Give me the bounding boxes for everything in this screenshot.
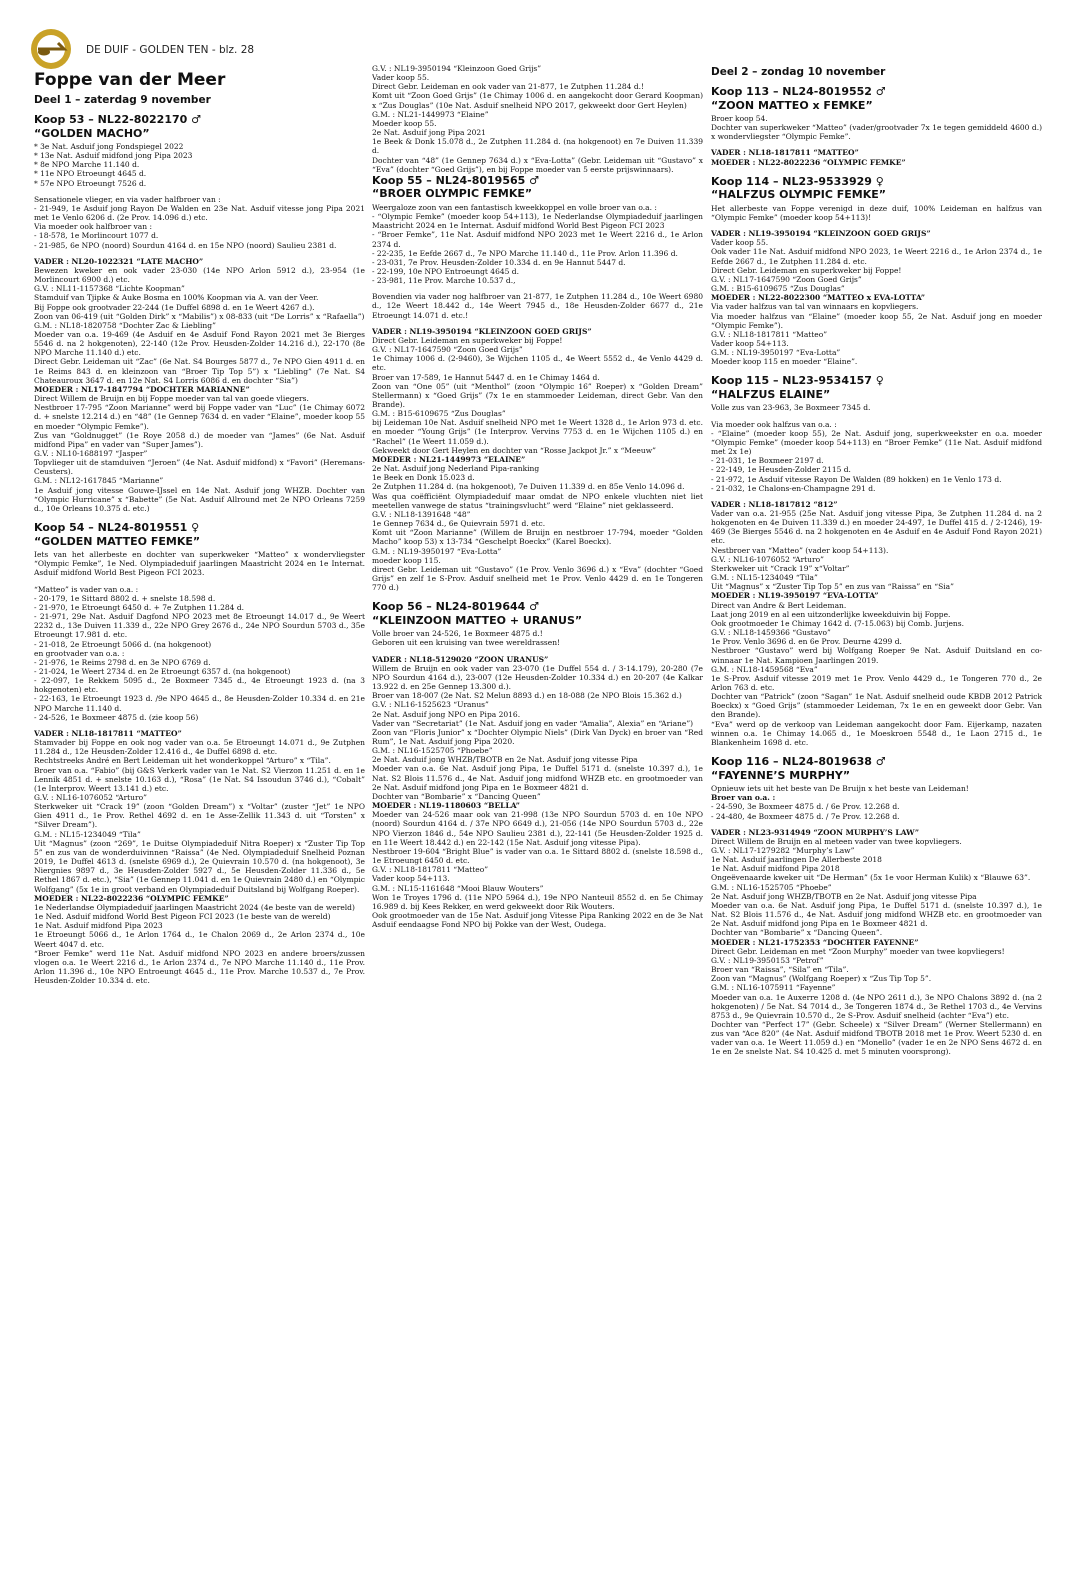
lot-116-intro-b: Broer van o.a. : xyxy=(711,793,776,803)
lot-53-vader-heading: VADER : NL20-1022321 “LATE MACHO” xyxy=(34,256,204,266)
lot-115-via: Via moeder ook halfzus van o.a. : - “Elaine” (moeder koop 55), 2e Nat. Asduif jong, superkweekster en o.a. moeder “Olympic Femke” (moeder koop 54+113) en “Broer Femke” (11e Nat. Asduif midfond met 2x 1e) - 21-031, 1e Boxmeer 2197 d. - 22-149, 1e Heusden-Zolder 2115 d. - 21-972, 1e Asduif vitesse Rayon De Walden (89 hokken) en 1e Venlo 173 d. - 21-032, 1e Chalons-en-Champagne 291 d. xyxy=(711,419,1042,493)
lot-54-vader: Stamvader bij Foppe en ook nog vader van o.a. 5e Etroeungt 14.071 d., 9e Zutphen 11.284 d., 12e Heusden-Zolder 12.416 d., 4e Duffel 6898 d. etc. Rechtstreeks André en Bert Leideman uit het wonderkoppel “Arturo” x “Tila”. Broer van o.a. “Fabio” (bij G&S Verkerk vader van 1e Nat. S2 Vierzon 11.251 d. en 1e Lennik 4851 d. + snelste 10.163 d.), “Rosa” (1e Nat. S4 Issoudun 3746 d.), “Cobalt” (1e Interprov. Weert 13.141 d.) etc. G.V. : NL16-1076052 “Arturo” Sterkweker uit “Crack 19” (zoon “Golden Dream”) x “Voltar” (zuster “Jet” 1e NPO Gien 4911 d., 1e Prov. Rethel 4692 d. en 1e Asse-Zellik 11.343 d. uit “Torsten” x “Silver Dream”). G.M. : NL15-1234049 “Tila” Uit “Magnus” (zoon “269”, 1e Duitse Olympiadeduif Nitra Roeper) x “Zuster Tip Top 5” en zus van de wonderduivinnen “Raissa” (4e Ned. Olympiadeduif Snelheid Poznan 2019, 1e Duffel 4613 d. (snelste 6969 d.), 2e Quievrain 10.570 d. (na hokgenoot), 3e Niergnies 9897 d., 3e Heusden-Zolder 5927 d., 5e Heusden-Zolder 11.336 d., 5e Rethel 1867 d. etc.), “Sia” (1e Gennep 11.041 d. en 1e Quievrain 2480 d.) en “Olympic Wolfgang” (5x 1e in groot verband en Olympiadeduif Duitsland bij Wolfgang Roeper). xyxy=(34,738,365,894)
lot-116-moeder-heading: MOEDER : NL21-1752353 “DOCHTER FAYENNE” xyxy=(711,937,919,947)
lot-54-moeder-heading: MOEDER : NL22-8022236 “OLYMPIC FEMKE” xyxy=(34,893,229,903)
lot-115-vader-heading: VADER : NL18-1817812 “812” xyxy=(711,499,838,509)
page-header xyxy=(34,38,254,62)
lot-55-name: “BROER OLYMPIC FEMKE” xyxy=(372,187,533,201)
lot-54-heading xyxy=(34,521,365,548)
column-2 xyxy=(372,64,703,1544)
lot-54-matteo: “Matteo” is vader van o.a. : - 20-179, 1e Sittard 8802 d. + snelste 18.598 d. - 21-970, 1e Etroeungt 6450 d. + 7e Zutphen 11.284 d. - 21-971, 29e Nat. Asduif Dagfond NPO 2023 met 8e Etroeungt 14.017 d., 9e Weert 2232 d., 13e Duiven 11.339 d., 22e NPO Grey 2676 d., 24e NPO Sourdun 5703 d., 35e Etroeungt 17.981 d. etc. - 21-018, 2e Etroeungt 5066 d. (na hokgenoot) en grootvader van o.a. : - 21-976, 1e Reims 2798 d. en 3e NPO 6769 d. - 21-024, 1e Weert 2734 d. en 2e Etroeungt 6357 d. (na hokgenoot) - 22-097, 1e Rekkem 5095 d., 2e Boxmeer 7345 d., 4e Etroeungt 1923 d. (na 3 hokgenoten) etc. - 22-163, 1e Etroeungt 1923 d. /9e NPO 4645 d., 8e Heusden-Zolder 10.334 d. en 21e NPO Marche 11.140 d. - 24-526, 1e Boxmeer 4875 d. (zie koop 56) xyxy=(34,584,365,722)
lot-54-vader-heading: VADER : NL18-1817811 “MATTEO” xyxy=(34,728,182,738)
lot-56-heading xyxy=(372,600,703,627)
lot-54-title: Koop 54 – NL24-8019551 ♀ xyxy=(34,521,200,535)
lot-56-vader: Willem de Bruijn en ook vader van 23-070 (1e Duffel 554 d. / 3-14.179), 20-280 (7e NPO Sourdun 4164 d.), 23-007 (12e Heusden-Zolder 10.334 d.) en 20-207 (4e Kalkar 13.922 d. en 25e Gennep 13.300 d.). Broer van 18-007 (2e Nat. S2 Melun 8893 d.) en 18-088 (2e NPO Blois 15.362 d.) G.V. : NL16-1525623 “Uranus” 2e Nat. Asduif jong NPO en Pipa 2016. Vader van “Secretariat” (1e Nat. Asduif jong en vader “Amalia”, Alexia” en “Ariane”) Zoon van “Floris Junior” x “Dochter Olympic Niels” (Dirk Van Dyck) en broer van “Red Rum”, 1e Nat. Asduif jong Pipa 2020. G.M. : NL16-1525705 “Phoebe” 2e Nat. Asduif jong WHZB/TBOTB en 2e Nat. Asduif jong vitesse Pipa Moeder van o.a. 6e Nat. Asduif jong Pipa, 1e Duffel 5171 d. (snelste 10.397 d.), 1e Nat. S2 Blois 11.576 d., 4e Nat. Asduif jong midfond WHZB etc. en grootmoeder van 2e Nat. Asduif midfond jong Pipa en 1e Boxmeer 4821 d. Dochter van “Bombarie” x “Dancing Queen” xyxy=(372,663,703,801)
lot-56-vader-heading: VADER : NL18-5129020 “ZOON URANUS” xyxy=(372,654,549,664)
lot-113-heading xyxy=(711,85,1042,112)
lot-55-heading xyxy=(372,174,703,201)
lot-116-name: “FAYENNE’S MURPHY” xyxy=(711,768,851,782)
lot-55-title: Koop 55 – NL24-8019565 ♂ xyxy=(372,173,539,187)
lot-53-moeder: Direct Willem de Bruijn en bij Foppe moeder van tal van goede vliegers. Nestbroer 17-795 “Zoon Marianne” werd bij Foppe vader van “Luc” (1e Chimay 6072 d. + snelste 12.214 d.) en “48” (1e Gennep 7634 d. en vader “Elaine”, moeder koop 55 en moeder “Olympic Femke”). Zus van “Goldnugget” (1e Roye 2058 d.) de moeder van “James” (6e Nat. Asduif midfond Pipa” en vader van “Super James”). G.V. : NL10-1688197 “Jasper” Topvlieger uit de stamduiven “Jeroen” (4e Nat. Asduif midfond) x “Favori” (Heremans-Ceusters). G.M. : NL12-1617845 “Marianne” 1e Asduif jong vitesse Gouwe-IJssel en 14e Nat. Asduif jong WHZB. Dochter van “Olympic Hurricane” x “Babette” (5e Nat. Asduif Allround met 2e NPO Orleans 7259 d., 10e Orleans 10.375 d. etc.) xyxy=(34,394,365,513)
lot-56-intro: Volle broer van 24-526, 1e Boxmeer 4875 d.! Geboren uit een kruising van twee wereldrassen! xyxy=(372,629,561,648)
lot-54-intro: Iets van het allerbeste en dochter van superkweker “Matteo” x wondervliegster “Olympic Femke”, 1e Ned. Olympiadeduif jaarlingen Maastricht 2024 en 1e Internat. Asduif midfond World Best Pigeon FCI 2023. xyxy=(34,550,365,578)
lot-116-moeder: Direct Gebr. Leideman en met “Zoon Murphy” moeder van twee kopvliegers! G.V. : NL19-3950153 “Petrof” Broer van “Raissa”, “Sila” en “Tila”. Zoon van “Magnus” (Wolfgang Roeper) x “Zus Tip Top 5”. G.M. : NL16-1075911 “Fayenne” Moeder van o.a. 1e Auxerre 1208 d. (4e NPO 2611 d.), 3e NPO Chalons 3892 d. (na 2 hokgenoten) / 5e Nat. S4 7014 d., 3e Tongeren 1874 d., 3e Rethel 1703 d., 4e Vervins 8753 d., 9e Quievrain 10.570 d., 2e S-Prov. Asduif snelheid (achter “Eva”) etc. Dochter van “Perfect 17” (Gebr. Scheele) x “Silver Dream” (Werner Stellermann) en zus van “Ace 820” (4e Nat. Asduif midfond TBOTB 2018 met 1e Prov. Weert 5230 d. en vader van o.a. 1e Weert 11.059 d.) en “Monello” (vader 1e en 2e NPO Sens 4672 d. en 1e en 2e snelste Nat. S4 10.425 d. met 5 minuten voorsprong). xyxy=(711,946,1042,1057)
lot-116-heading xyxy=(711,755,1042,782)
lot-114-moeder: Via vader halfzus van tal van winnaars en kopvliegers. Via moeder halfzus van “Elaine” (moeder koop 55, 2e Nat. Asduif jong en moeder “Olympic Femke”). G.V. : NL18-1817811 “Matteo” Vader koop 54+113. G.M. : NL19-3950197 “Eva-Lotta” Moeder koop 115 en moeder “Elaine”. xyxy=(711,302,1042,367)
lot-113-intro: Broer koop 54. Dochter van superkweker “Matteo” (vader/grootvader 7x 1e tegen gemiddeld 4600 d.) x wondervliegster “Olympic Femke”. xyxy=(711,114,1042,142)
lot-113-name: “ZOON MATTEO x FEMKE” xyxy=(711,98,873,112)
lot-54-moeder: 1e Nederlandse Olympiadeduif jaarlingen Maastricht 2024 (4e beste van de wereld) 1e Ned. Asduif midfond World Best Pigeon FCI 2023 (1e beste van de wereld) 1e Nat. Asduif midfond Pipa 2023 1e Etroeungt 5066 d., 1e Arlon 1764 d., 1e Chalon 2069 d., 2e Arlon 2374 d., 10e Weert 4047 d. etc. “Broer Femke” werd 11e Nat. Asduif midfond NPO 2023 en andere broers/zussen vlogen o.a. 1e Weert 2216 d., 1e Arlon 2374 d., 7e NPO Marche 11.140 d., 11e Prov. Arlon 11.396 d., 10e NPO Entroeungt 4645 d., 11e Prov. Marche 10.537 d., 7e Prov. Heusden-Zolder 10.334 d. etc. xyxy=(34,902,365,986)
lot-114-name: “HALFZUS OLYMPIC FEMKE” xyxy=(711,188,886,202)
lot-53-title: Koop 53 – NL22-8022170 ♂ xyxy=(34,113,201,126)
lot-113-vader-heading: VADER : NL18-1817811 “MATTEO” xyxy=(711,148,859,158)
lot-114-title: Koop 114 – NL23-9533929 ♀ xyxy=(711,174,884,188)
lot-54-name: “GOLDEN MATTEO FEMKE” xyxy=(34,534,201,548)
lot-116-title: Koop 116 – NL24-8019638 ♂ xyxy=(711,755,886,769)
lot-114-vader: Vader koop 55. Ook vader 11e Nat. Asduif midfond NPO 2023, 1e Weert 2216 d., 1e Arlon 2374 d., 1e Eefde 2667 d., 1e Zutphen 11.284 d. etc. Direct Gebr. Leideman en superkweker bij Foppe! G.V. : NL17-1647590 “Zoon Goed Grijs” G.M. : B15-6109675 “Zus Douglas” xyxy=(711,238,1042,294)
lot-115-name: “HALFZUS ELAINE” xyxy=(711,387,831,401)
lot-56-moeder: Moeder van 24-526 maar ook van 21-998 (13e NPO Sourdun 5703 d. en 10e NPO (noord) Sourdun 4164 d. / 37e NPO 6649 d.), 21-056 (14e NPO Sourdun 5703 d., 22e NPO Vierzon 1846 d., 54e NPO Saulieu 2381 d.), 22-141 (5e Heusden-Zolder 1925 d. en 11e Weert 18.442 d.) en 22-142 (15e Nat. Asduif jong vitesse Pipa). Nestbroer 19-604 “Bright Blue” is vader van o.a. 1e Sittard 8802 d. (snelste 18.598 d., 1e Etroeungt 6450 d. etc. G.V. : NL18-1817811 “Matteo” Vader koop 54+113. G.M. : NL15-1161648 “Mooi Blauw Wouters” Won 1e Troyes 1796 d. (11e NPO 5964 d.), 19e NPO Nanteuil 8552 d. en 5e Chimay 16.989 d. bij Kees Rekker, en werd gekweekt door Rik Wouters. Ook grootmoeder van de 15e Nat. Asduif jong Vitesse Pipa Ranking 2022 en de 3e Nat Asduif eendaagse Fond NPO bij Pokke van der West, Oudega. xyxy=(372,810,703,930)
lot-53-vader: Bewezen kweker en ook vader 23-030 (14e NPO Arlon 5912 d.), 23-954 (1e Morlincourt 6900 d.) etc. G.V. : NL11-1157368 “Lichte Koopman” Stamduif van Tjipke & Auke Bosma en 100% Koopman via A. van der Veer. Bij Foppe ook grootvader 22-244 (1e Duffel 6898 d. en 1e Weert 4267 d.). Zoon van 06-419 (uit “Golden Dirk” x “Mabilis”) x 08-833 (uit “De Lorris” x “Rafaella”) G.M. : NL18-1820758 “Dochter Zac & Liebling” Moeder van o.a. 19-469 (4e Asduif en 4e Asduif Fond Rayon 2021 met 3e Bierges 5546 d. na 2 hokgenoten), 22-140 (12e Prov. Heusden-Zolder 14.216 d.), 22-170 (8e NPO Marche 11.140 d.) etc. Direct Gebr. Leideman uit “Zac” (6e Nat. S4 Bourges 5877 d., 7e NPO Gien 4911 d. en 1e Reims 843 d. en kleinzoon van “Broer Tip Top 5”) x “Liebling” (7e Nat. S4 Chateauroux 3647 d. en 12e Nat. S4 Lorris 6086 d. en dochter “Sia”) xyxy=(34,265,365,385)
lot-55-vader: Direct Gebr. Leideman en superkweker bij Foppe! G.V. : NL17-1647590 “Zoon Goed Grijs” 1e Chimay 1006 d. (2-9460), 3e Wijchen 1105 d., 4e Weert 5552 d., 4e Venlo 4429 d. etc. Broer van 17-589, 1e Hannut 5447 d. en 1e Chimay 1464 d. Zoon van “One 05” (uit “Menthol” (zoon “Olympic 16” Roeper) x “Golden Dream” Stellermann) x “Goed Grijs” (7x 1e en stammoeder Leideman, direct Gebr. Van den Brande). G.M. : B15-6109675 “Zus Douglas” bij Leideman 10e Nat. Asduif snelheid NPO met 1e Weert 1328 d., 1e Arlon 973 d. etc. en moeder “Young Grijs” (1e Interprov. Vervins 7753 d. en 1e Wijchen 1105 d.) en “Rachel” (1e Weert 11.059 d.). Gekweekt door Gert Heylen en dochter van “Rosse Jackpot Jr.” x “Meeuw” xyxy=(372,335,703,455)
lot-55-vader-heading: VADER : NL19-3950194 “KLEINZOON GOED GRIJS” xyxy=(372,326,592,336)
lot-115-heading xyxy=(711,374,1042,401)
lot-114-vader-heading: VADER : NL19-3950194 “KLEINZOON GOED GRIJS” xyxy=(711,229,931,239)
col-2-continuation: G.V. : NL19-3950194 “Kleinzoon Goed Grijs” Vader koop 55. Direct Gebr. Leideman en ook vader van 21-877, 1e Zutphen 11.284 d.! Komt uit “Zoon Goed Grijs” (1e Chimay 1006 d. en aangekocht door Gerard Koopman) x “Zus Douglas” (10e Nat. Asduif snelheid NPO 2017, gekweekt door Gert Heylen) G.M. : NL21-1449973 “Elaine” Moeder koop 55. 2e Nat. Asduif jong Pipa 2021 1e Beek & Donk 15.078 d., 2e Zutphen 11.284 d. (na hokgenoot) en 7e Duiven 11.339 d. Dochter van “48” (1e Gennep 7634 d.) x “Eva-Lotta” (Gebr. Leideman uit “Gustavo” x “Eva” (dochter “Goed Grijs”), en bij Foppe moeder van 5 eerste prijswinnaars). xyxy=(372,64,703,174)
lot-116-vader: Direct Willem de Bruijn en al meteen vader van twee kopvliegers. G.V. : NL17-1279282 “Murphy’s Law” 1e Nat. Asduif jaarlingen De Allerbeste 2018 1e Nat. Asduif midfond Pipa 2018 Ongeëvenaarde kweker uit “De Herman” (5x 1e voor Herman Kulik) x “Blauwe 63”. G.M. : NL16-1525705 “Phoebe” 2e Nat. Asduif jong WHZB/TBOTB en 2e Nat. Asduif jong vitesse Pipa Moeder van o.a. 6e Nat. Asduif jong Pipa, 1e Duffel 5171 d. (snelste 10.397 d.), 1e Nat. S2 Blois 11.576 d., 4e Nat. Asduif jong midfond WHZB etc. en grootmoeder van 2e Nat. Asduif midfond jong Pipa en 1e Boxmeer 4821 d. Dochter van “Bombarie” x “Dancing Queen”. xyxy=(711,836,1042,938)
lot-53-moeder-heading: MOEDER : NL17-1847794 “DOCHTER MARIANNE” xyxy=(34,384,250,394)
lot-115-moeder: Direct van Andre & Bert Leideman. Laat jong 2019 en al een uitzonderlijke kweekduivin bij Foppe. Ook grootmoeder 1e Chimay 1642 d. (7-15.063) bij Comb. Jurjens. G.V. : NL18-1459366 “Gustavo” 1e Prov. Venlo 3696 d. en 6e Prov. Deurne 4299 d. Nestbroer “Gustavo” werd bij Wolfgang Roeper 9e Nat. Asduif Duitsland en co-winnaar 1e Nat. Kampioen Jaarlingen 2019. G.M. : NL18-1459568 “Eva” 1e S-Prov. Asduif vitesse 2019 met 1e Prov. Venlo 4429 d., 1e Tongeren 770 d., 2e Arlon 763 d. etc. Dochter van “Patrick” (zoon “Sagan” 1e Nat. Asduif snelheid oude KBDB 2012 Patrick Boeckx) x “Goed Grijs” (stammoeder Leideman, 7x 1e en en geweekt door Gebr. Van den Brande). “Eva” werd op de verkoop van Leideman aangekocht door Fam. Eijerkamp, nazaten winnen o.a. 1e Chimay 14.065 d., 1e Moeskroen 5548 d., 1e Laon 2715 d., 1e Blankenheim 1698 d. etc. xyxy=(711,600,1042,747)
lot-56-name: “KLEINZOON MATTEO + URANUS” xyxy=(372,613,583,627)
lot-55-moeder-heading: MOEDER : NL21-1449973 “ELAINE” xyxy=(372,454,526,464)
lot-55-extra: Bovendien via vader nog halfbroer van 21-877, 1e Zutphen 11.284 d., 10e Weert 6980 d., 12e Weert 18.442 d., 14e Weert 7945 d., 18e Heusden-Zolder 6677 d., 21e Etroeungt 14.071 d. etc.! xyxy=(372,292,703,320)
lot-115-moeder-heading: MOEDER : NL19-3950197 “EVA-LOTTA” xyxy=(711,591,879,601)
lot-115-vader: Vader van o.a. 21-955 (25e Nat. Asduif jong vitesse Pipa, 3e Zutphen 11.284 d. na 2 hokgenoten en 4e Duiven 11.339 d.) en moeder 24-497, 1e Duffel 415 d. / 2-1246), 19-469 (3e Bierges 5546 d. na 2 hokgenoten en 4e Asduif en 4e Asduif Fond Rayon 2021) etc. Nestbroer van “Matteo” (vader koop 54+113). G.V. : NL16-1076052 “Arturo” Sterkweker uit “Crack 19” x“Voltar” G.M. : NL15-1234049 “Tila” Uit “Magnus” x “Zuster Tip Top 5” en zus van “Raissa” en “Sia” xyxy=(711,509,1042,592)
lot-53-results: * 3e Nat. Asduif jong Fondspiegel 2022 * 13e Nat. Asduif midfond jong Pipa 2023 * 8e NPO Marche 11.140 d. * 11e NPO Etroeungt 4645 d. * 57e NPO Etroeungt 7526 d. xyxy=(34,142,193,188)
column-3 xyxy=(711,64,1042,1559)
lot-55-intro: Weergaloze zoon van een fantastisch kweekkoppel en volle broer van o.a. : - “Olympic Femke” (moeder koop 54+113), 1e Nederlandse Olympiadeduif jaarlingen Maastricht 2024 en 1e Internat. Asduif midfond World Best Pigeon FCI 2023 - “Broer Femke”, 11e Nat. Asduif midfond NPO 2023 met 1e Weert 2216 d., 1e Arlon 2374 d. - 22-235, 1e Eefde 2667 d., 7e NPO Marche 11.140 d., 11e Prov. Arlon 11.396 d. - 23-031, 7e Prov. Heusden-Zolder 10.334 d. en 9e Hannut 5447 d. - 22-199, 10e NPO Entroeungt 4645 d. - 23-981, 11e Prov. Marche 10.537 d., xyxy=(372,202,703,286)
lot-116-intro-c: - 24-590, 3e Boxmeer 4875 d. / 6e Prov. 12.268 d. - 24-480, 4e Boxmeer 4875 d. / 7e Prov. 12.268 d. xyxy=(711,802,900,821)
lot-53-name: “GOLDEN MACHO” xyxy=(34,126,150,140)
lot-113-moeder-heading: MOEDER : NL22-8022236 “OLYMPIC FEMKE” xyxy=(711,157,906,167)
lot-53-heading xyxy=(34,113,365,140)
column-1 xyxy=(34,64,365,1544)
lot-115-intro: Volle zus van 23-963, 3e Boxmeer 7345 d. xyxy=(711,403,871,413)
lot-116-intro-a: Opnieuw iets uit het beste van De Bruijn x het beste van Leideman! xyxy=(711,784,969,794)
lot-114-heading xyxy=(711,175,1042,202)
header-text: DE DUIF - GOLDEN TEN - blz. 28 xyxy=(86,44,255,56)
lot-114-moeder-heading: MOEDER : NL22-8022300 “MATTEO x EVA-LOTTA” xyxy=(711,293,926,303)
lot-113-title: Koop 113 – NL24-8019552 ♂ xyxy=(711,85,886,98)
lot-114-intro: Het allerbeste van Foppe verenigd in deze duif, 100% Leideman en halfzus van “Olympic Femke” (moeder koop 54+113)! xyxy=(711,203,1042,222)
lot-55-moeder: 2e Nat. Asduif jong Nederland Pipa-ranking 1e Beek en Donk 15.023 d. 2e Zutphen 11.284 d. (na hokgenoot), 7e Duiven 11.339 d. en 85e Venlo 14.096 d. Was qua coëfficiënt Olympiadeduif maar omdat de NPO enkele vluchten niet liet meetellen vanwege de status “trainingsvlucht” werd “Elaine” niet geklasseerd. G.V. : NL18-1391648 “48” 1e Gennep 7634 d., 6e Quievrain 5971 d. etc. Komt uit “Zoon Marianne” (Willem de Bruijn en nestbroer 17-794, moeder “Golden Macho” koop 53) x 13-734 “Geschelpt Boeckx” (Karel Boeckx). G.M. : NL19-3950197 “Eva-Lotta” moeder koop 115. direct Gebr. Leideman uit “Gustavo” (1e Prov. Venlo 3696 d.) x “Eva” (dochter “Goed Grijs” en zelf 1e S-Prov. Asduif snelheid met 1e Prov. Venlo 4429 d. en 1e Tongeren 770 d.) xyxy=(372,464,703,593)
day-2-heading: Deel 2 – zondag 10 november xyxy=(711,66,886,78)
lot-115-title: Koop 115 – NL23-9534157 ♀ xyxy=(711,374,884,388)
lot-56-moeder-heading: MOEDER : NL19-1180603 “BELLA” xyxy=(372,801,520,811)
day-1-heading: Deel 1 – zaterdag 9 november xyxy=(34,94,211,106)
lot-116-vader-heading: VADER : NL23-9314949 “ZOON MURPHY’S LAW” xyxy=(711,827,920,837)
lot-56-title: Koop 56 – NL24-8019644 ♂ xyxy=(372,600,539,614)
seller-name: Foppe van der Meer xyxy=(34,70,226,90)
lot-53-intro: Sensationele vlieger, en via vader halfbroer van : - 21-949, 1e Asduif jong Rayon De Walden en 23e Nat. Asduif vitesse jong Pipa 2021 met 1e Venlo 6206 d. (2e Prov. 14.096 d.) etc. Via moeder ook halfbroer van : - 18-578, 1e Morlincourt 1077 d. - 21-985, 6e NPO (noord) Sourdun 4164 d. en 15e NPO (noord) Saulieu 2381 d. xyxy=(34,194,365,250)
